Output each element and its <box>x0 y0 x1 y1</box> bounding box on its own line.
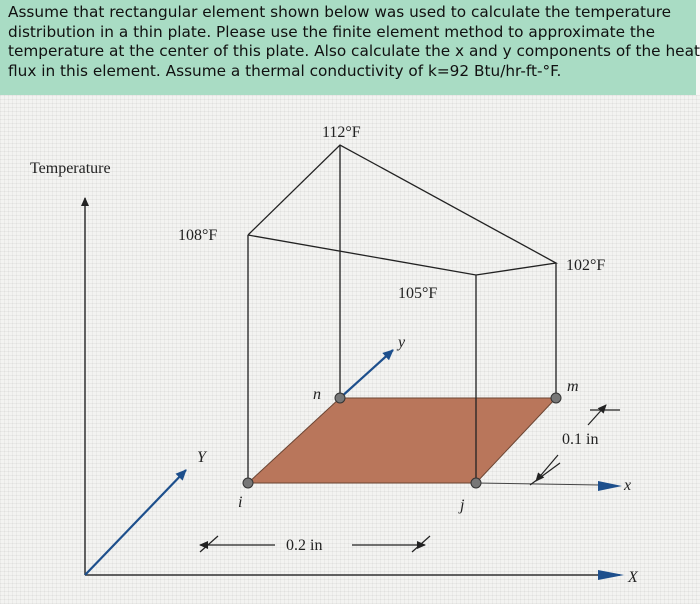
global-y-axis <box>85 470 186 575</box>
local-y-axis <box>340 350 393 398</box>
node-i-label: i <box>238 494 243 511</box>
global-y-label: Y <box>197 449 206 466</box>
problem-line-1: Assume that rectangular element shown below was used to calculate the temperature <box>8 3 672 21</box>
temp-label-n: 112°F <box>322 124 361 141</box>
local-y-label: y <box>398 334 406 351</box>
temp-label-i: 108°F <box>178 227 218 244</box>
problem-line-2: distribution in a thin plate. Please use the finite element method to approximate the <box>8 22 655 41</box>
problem-line-4: flux in this element. Assume a thermal conductivity of k=92 Btu/hr-ft-°F. <box>8 61 562 80</box>
local-x-axis <box>476 483 600 485</box>
width-dim-left-tick <box>200 536 218 552</box>
height-dim-label: 0.1 in <box>562 431 599 448</box>
node-j-dot <box>471 478 481 488</box>
node-n-dot <box>335 393 345 403</box>
width-dim-label: 0.2 in <box>286 537 323 554</box>
problem-line-3: temperature at the center of this plate. Also calculate the x and y components of the heat <box>8 42 700 60</box>
height-dim-top <box>588 405 606 425</box>
height-dim-bottom-tick <box>530 463 560 485</box>
height-dim-bottom <box>536 455 558 481</box>
node-m-dot <box>551 393 561 403</box>
temperature-surface <box>248 145 556 275</box>
global-x-arrow <box>598 570 624 580</box>
temperature-axis-title: Temperature <box>30 160 111 177</box>
global-x-label: X <box>628 569 638 586</box>
node-i-dot <box>243 478 253 488</box>
local-x-label: x <box>624 477 632 494</box>
node-m-label: m <box>567 378 579 395</box>
node-n-label: n <box>313 386 321 403</box>
local-x-arrow <box>598 481 622 491</box>
width-dim-right-tick <box>412 536 430 552</box>
plate-element <box>248 398 556 483</box>
temp-label-m: 102°F <box>566 257 606 274</box>
temp-label-j: 105°F <box>398 285 438 302</box>
node-j-label: j <box>460 497 465 514</box>
